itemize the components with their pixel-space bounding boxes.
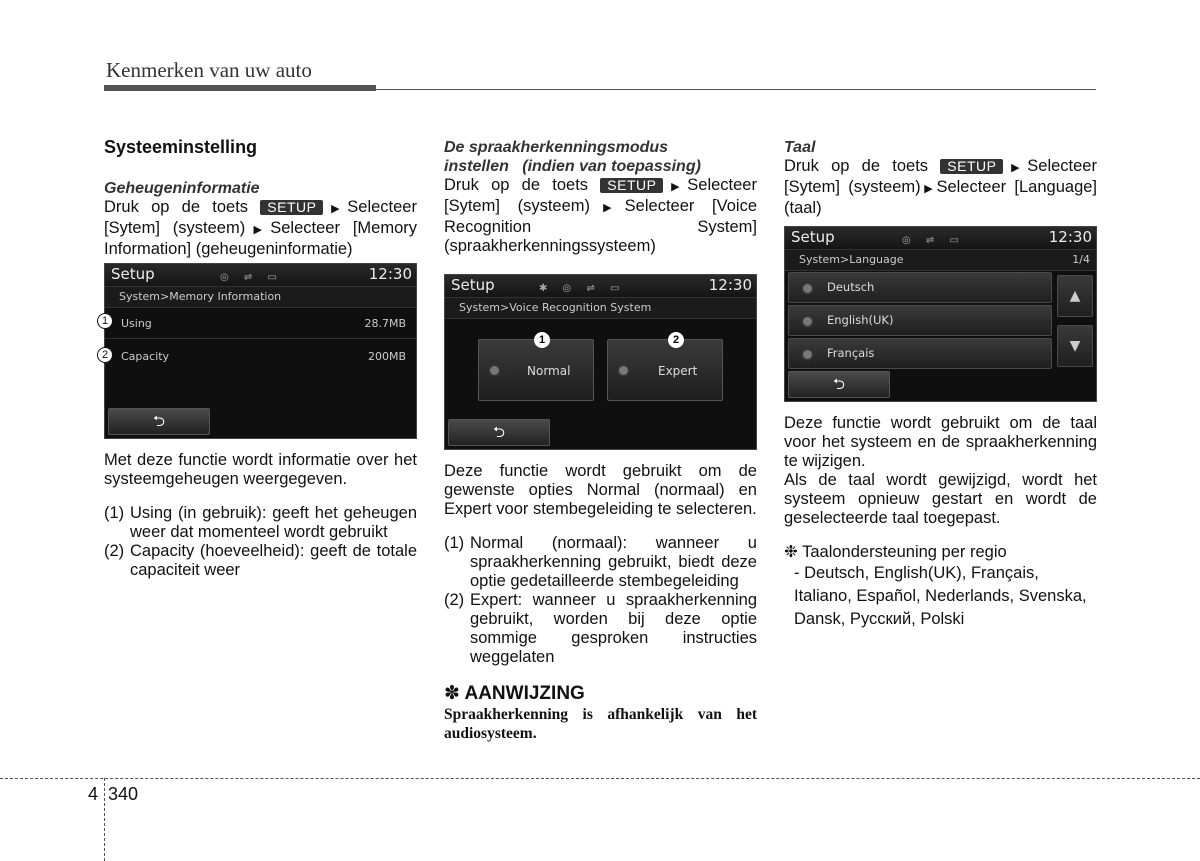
instruction-text: Druk op de toets <box>784 157 929 175</box>
screen-title: Setup <box>791 228 835 246</box>
instruction-text: Selecteer [Sytem] (systeem) <box>444 176 757 215</box>
subsection-heading <box>444 138 757 176</box>
language-screen <box>784 226 1097 402</box>
list-text: Normal (normaal): wanneer u spraakherkenning gebruikt, biedt deze optie gedetailleerde stembegeleiding <box>470 534 757 590</box>
description-paragraph: Met deze functie wordt informatie over het systeemgeheugen weergegeven. <box>104 451 417 488</box>
radio-icon <box>617 364 630 377</box>
page-indicator: 1/4 <box>1072 253 1090 266</box>
instruction-paragraph <box>444 176 757 256</box>
language-option-francais[interactable] <box>788 338 1052 369</box>
screen-title: Setup <box>451 276 495 294</box>
memory-info-screen <box>101 263 417 439</box>
capacity-label: Capacity <box>121 350 170 363</box>
callout-2: 2 <box>668 332 684 348</box>
screen-title: Setup <box>111 265 155 283</box>
arrow-icon: ▶ <box>920 183 937 195</box>
using-value: 28.7MB <box>364 317 406 330</box>
instruction-text: Selecteer [Voice Recognition System] (spraakherkenningssysteem) <box>444 197 757 255</box>
screen-clock: 12:30 <box>708 276 752 294</box>
back-button[interactable]: ⮌ <box>788 371 890 398</box>
memory-capacity-row <box>121 347 406 366</box>
back-button[interactable]: ⮌ <box>448 419 550 446</box>
expert-mode-button[interactable] <box>607 339 723 401</box>
note-body: Spraakherkenning is afhankelijk van het audiosysteem. <box>444 706 757 742</box>
instruction-paragraph <box>784 157 1097 218</box>
memory-using-row <box>121 314 406 333</box>
screen-breadcrumb: System>Voice Recognition System <box>445 298 756 319</box>
scroll-down-button[interactable]: ▼ <box>1057 325 1093 367</box>
language-support-list: - Deutsch, English(UK), Français, Italiano, Español, Nederlands, Svenska, Dansk, Русский, Polski <box>794 564 1087 628</box>
radio-icon <box>488 364 501 377</box>
list-number: (1) <box>104 504 125 522</box>
list-number: (2) <box>104 542 125 560</box>
screen-breadcrumb <box>785 250 1096 271</box>
callout-2: 2 <box>97 347 113 363</box>
back-button[interactable]: ⮌ <box>108 408 210 435</box>
instruction-text: Druk op de toets <box>104 198 249 216</box>
arrow-icon: ▶ <box>245 224 271 236</box>
callout-1: 1 <box>534 332 550 348</box>
column-system-settings <box>101 137 417 580</box>
language-label: Français <box>827 346 875 360</box>
radio-icon <box>801 315 814 328</box>
status-icons: ✱ ◎ ⇌ ▭ <box>539 283 626 294</box>
arrow-icon: ▶ <box>1003 162 1028 174</box>
voice-recognition-screen <box>444 274 757 450</box>
arrow-icon: ▶ <box>323 203 348 215</box>
callout-1: 1 <box>97 313 113 329</box>
column-language <box>784 138 1097 631</box>
normal-label: Normal <box>527 364 571 378</box>
screen-clock: 12:30 <box>368 265 412 283</box>
capacity-value: 200MB <box>367 350 406 363</box>
list-item <box>444 534 757 591</box>
page-header-title: Kenmerken van uw auto <box>106 58 312 82</box>
instruction-text: Druk op de toets <box>444 176 589 194</box>
header-rule-thin <box>376 89 1096 90</box>
language-label: Deutsch <box>827 280 875 294</box>
screen-titlebar <box>445 275 756 298</box>
subsection-heading: Geheugeninformatie <box>104 180 260 197</box>
description-paragraph: Als de taal wordt gewijzigd, wordt het systeem opnieuw gestart en wordt de geselecteerde taal toegepast. <box>784 471 1097 527</box>
instruction-text: Selecteer [Language] (taal) <box>784 178 1098 217</box>
list-item <box>104 504 417 542</box>
instruction-paragraph <box>104 198 417 259</box>
language-support-title: ❉ Taalondersteuning per regio <box>784 543 1007 561</box>
list-text: Capacity (hoeveelheid): geeft de totale capaciteit weer <box>130 542 417 579</box>
instruction-text: Selecteer [Sytem] (systeem) <box>104 198 417 237</box>
description-paragraph: Deze functie wordt gebruikt om de gewenste opties Normal (normaal) en Expert voor stembegeleiding te selecteren. <box>444 462 757 518</box>
subsection-heading-line1: De spraakherkenningsmodus <box>444 139 669 156</box>
list-text: Expert: wanneer u spraakherkenning gebruikt, worden bij deze optie sommige gesproken instructies weggelaten <box>470 591 757 666</box>
language-option-english[interactable] <box>788 305 1052 336</box>
footer-dashed-rule <box>0 778 1200 779</box>
normal-mode-button[interactable] <box>478 339 594 401</box>
instruction-text: Selecteer [Memory Information] (geheugeninformatie) <box>104 219 417 258</box>
screen-breadcrumb: System>Memory Information <box>105 287 416 308</box>
setup-key-badge: SETUP <box>600 178 663 193</box>
arrow-icon: ▶ <box>590 202 625 214</box>
list-item <box>104 542 417 580</box>
footer-vertical-rule <box>104 778 105 861</box>
list-text: Using (in gebruik): geeft het geheugen weer dat momenteel wordt gebruikt <box>130 504 417 541</box>
radio-icon <box>801 282 814 295</box>
language-label: English(UK) <box>827 313 894 327</box>
column-voice-recognition <box>444 138 757 743</box>
section-heading: Systeeminstelling <box>104 137 258 157</box>
list-number: (1) <box>444 534 465 552</box>
screen-clock: 12:30 <box>1048 228 1092 246</box>
chapter-number: 4 <box>88 784 99 804</box>
instruction-text: Selecteer [Sytem] (systeem) <box>784 157 1097 196</box>
description-paragraph: Deze functie wordt gebruikt om de taal voor het systeem en de spraakherkenning te wijzigen. <box>784 414 1097 470</box>
status-icons: ◎ ⇌ ▭ <box>902 235 965 246</box>
subsection-heading: Taal <box>784 139 816 156</box>
page-number: 340 <box>108 784 139 804</box>
screen-titlebar <box>105 264 416 287</box>
expert-label: Expert <box>658 364 698 378</box>
breadcrumb-text: System>Language <box>799 253 904 266</box>
setup-key-badge: SETUP <box>940 159 1003 174</box>
subsection-heading-line2: instellen (indien van toepassing) <box>444 158 701 175</box>
list-number: (2) <box>444 591 465 609</box>
note-title: ✽ AANWIJZING <box>444 683 585 704</box>
scroll-up-button[interactable]: ▲ <box>1057 275 1093 317</box>
list-item <box>444 591 757 667</box>
option-list <box>444 534 757 667</box>
setup-key-badge: SETUP <box>260 200 323 215</box>
using-label: Using <box>121 317 152 330</box>
row-divider <box>105 338 416 339</box>
option-list <box>104 504 417 580</box>
language-option-deutsch[interactable] <box>788 272 1052 303</box>
radio-icon <box>801 348 814 361</box>
header-rule-thick <box>104 85 376 91</box>
arrow-icon: ▶ <box>663 181 688 193</box>
status-icons: ◎ ⇌ ▭ <box>220 272 283 283</box>
screen-titlebar <box>785 227 1096 250</box>
